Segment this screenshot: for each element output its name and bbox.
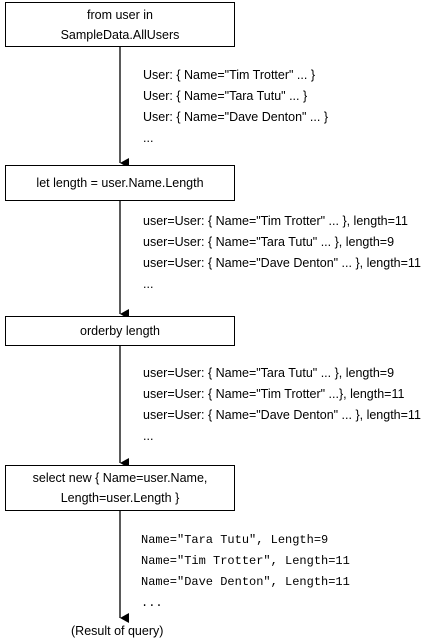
data-line: ... bbox=[143, 429, 154, 443]
data-line: User: { Name="Dave Denton" ... } bbox=[143, 110, 329, 124]
data-line: User: { Name="Tim Trotter" ... } bbox=[143, 68, 315, 82]
step-orderby-line-1: orderby length bbox=[80, 324, 160, 338]
data-line: user=User: { Name="Tara Tutu" ... }, length=9 bbox=[143, 235, 395, 249]
step-select-box bbox=[5, 465, 235, 511]
step-select-line-2: Length=user.Length } bbox=[60, 491, 180, 505]
data-line: user=User: { Name="Dave Denton" ... }, length=11 bbox=[143, 408, 421, 422]
data-line: Name="Dave Denton", Length=11 bbox=[141, 575, 350, 589]
data-block-from bbox=[143, 65, 328, 149]
data-line: user=User: { Name="Dave Denton" ... }, length=11 bbox=[143, 256, 421, 270]
data-line: ... bbox=[143, 277, 154, 291]
step-from-box bbox=[5, 2, 235, 47]
data-line: user=User: { Name="Tara Tutu" ... }, length=9 bbox=[143, 366, 395, 380]
step-from-line-1: from user in bbox=[87, 7, 153, 22]
result-label: (Result of query) bbox=[71, 624, 164, 638]
step-let-line-1: let length = user.Name.Length bbox=[36, 176, 204, 190]
data-line: Name="Tim Trotter", Length=11 bbox=[141, 554, 350, 568]
data-line: User: { Name="Tara Tutu" ... } bbox=[143, 89, 308, 103]
step-select-line-1: select new { Name=user.Name, bbox=[32, 471, 208, 485]
data-block-select bbox=[141, 530, 350, 614]
step-let-box bbox=[5, 165, 235, 201]
data-line: ... bbox=[143, 131, 154, 145]
data-line: Name="Tara Tutu", Length=9 bbox=[141, 533, 329, 547]
data-block-orderby bbox=[143, 363, 421, 447]
data-line: user=User: { Name="Tim Trotter" ... }, length=11 bbox=[143, 214, 408, 228]
data-line: user=User: { Name="Tim Trotter" ...}, length=11 bbox=[143, 387, 405, 401]
step-from-line-2: SampleData.AllUsers bbox=[60, 27, 180, 42]
step-orderby-box bbox=[5, 316, 235, 346]
data-block-let bbox=[143, 211, 421, 295]
data-line: ... bbox=[141, 596, 163, 610]
